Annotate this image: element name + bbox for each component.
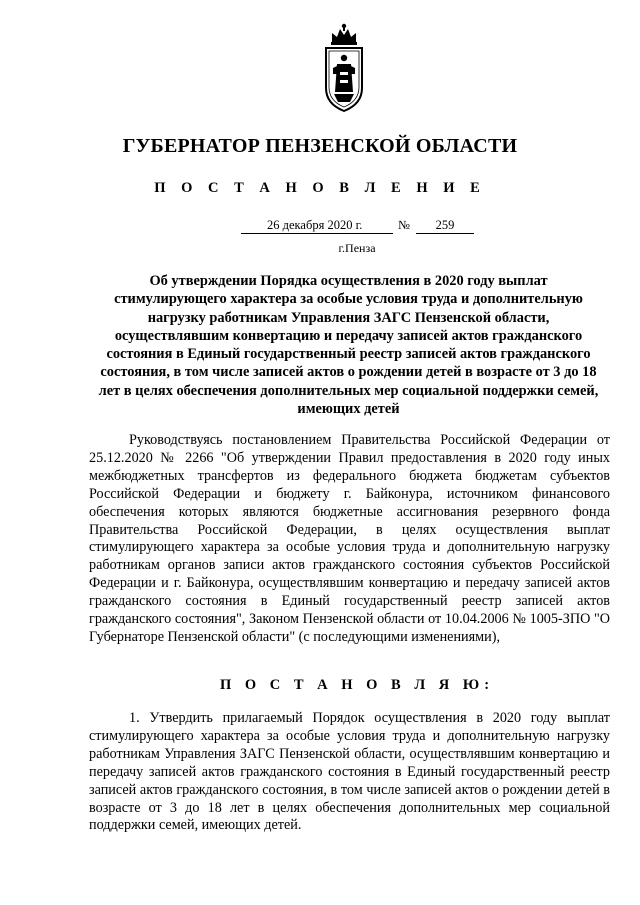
document-date: 26 декабря 2020 г.: [241, 218, 393, 234]
governor-title: ГУБЕРНАТОР ПЕНЗЕНСКОЙ ОБЛАСТИ: [122, 135, 518, 157]
coat-of-arms-icon: [322, 22, 366, 114]
document-city: г.Пенза: [338, 241, 376, 255]
item-1-paragraph: 1. Утвердить прилагаемый Порядок осуществления в 2020 году выплат стимулирующего характера за особые условия труда и дополнительную нагрузку работникам Управления ЗАГС Пензенской области, осуществлявшим конвертацию и передачу записей актов гражданского состояния в Единый государственный реестр записей актов гражданского состояния, в том числе записей актов о рождении детей в возрасте от 3 до 18 лет в целях обеспечения дополнительных мер социальной поддержки семей, имеющих детей.: [89, 710, 610, 834]
number-sign: №: [398, 218, 410, 232]
document-subject: Об утверждении Порядка осуществления в 2020 году выплат стимулирующего характера за особые условия труда и дополнительную нагрузку работникам Управления ЗАГС Пензенской области, осуществлявшим конвертацию и передачу записей актов гражданского состояния в Единый государственный реестр записей актов гражданского состояния, в том числе записей актов о рождении детей в возрасте от 3 до 18 лет в целях обеспечения дополнительных мер социальной поддержки семей, имеющих детей: [98, 273, 599, 418]
resolve-heading: П О С Т А Н О В Л Я Ю:: [219, 677, 495, 693]
preamble-paragraph: Руководствуясь постановлением Правительства Российской Федерации от 25.12.2020 № 2266 "Об утверждении Правил предоставления в 2020 году иных межбюджетных трансфертов из федерального бюджета бюджетам субъектов Российской Федерации и бюджету г. Байконура, источником финансового обеспечения которых являются бюджетные ассигнования резервного фонда Правительства Российской Федерации, в целях осуществления выплат стимулирующего характера за особые условия труда и дополнительную нагрузку работникам органов записи актов гражданского состояния субъектов Российской Федерации и г. Байконура, осуществлявшим конвертацию и передачу записей актов гражданского состояния в Единый государственный реестр записей актов гражданского состояния", Законом Пензенской области от 10.04.2006 № 1005-ЗПО "О Губернаторе Пензенской области" (с последующими изменениями),: [89, 432, 610, 645]
document-number: 259: [416, 218, 474, 234]
document-type-heading: П О С Т А Н О В Л Е Н И Е: [154, 180, 486, 196]
